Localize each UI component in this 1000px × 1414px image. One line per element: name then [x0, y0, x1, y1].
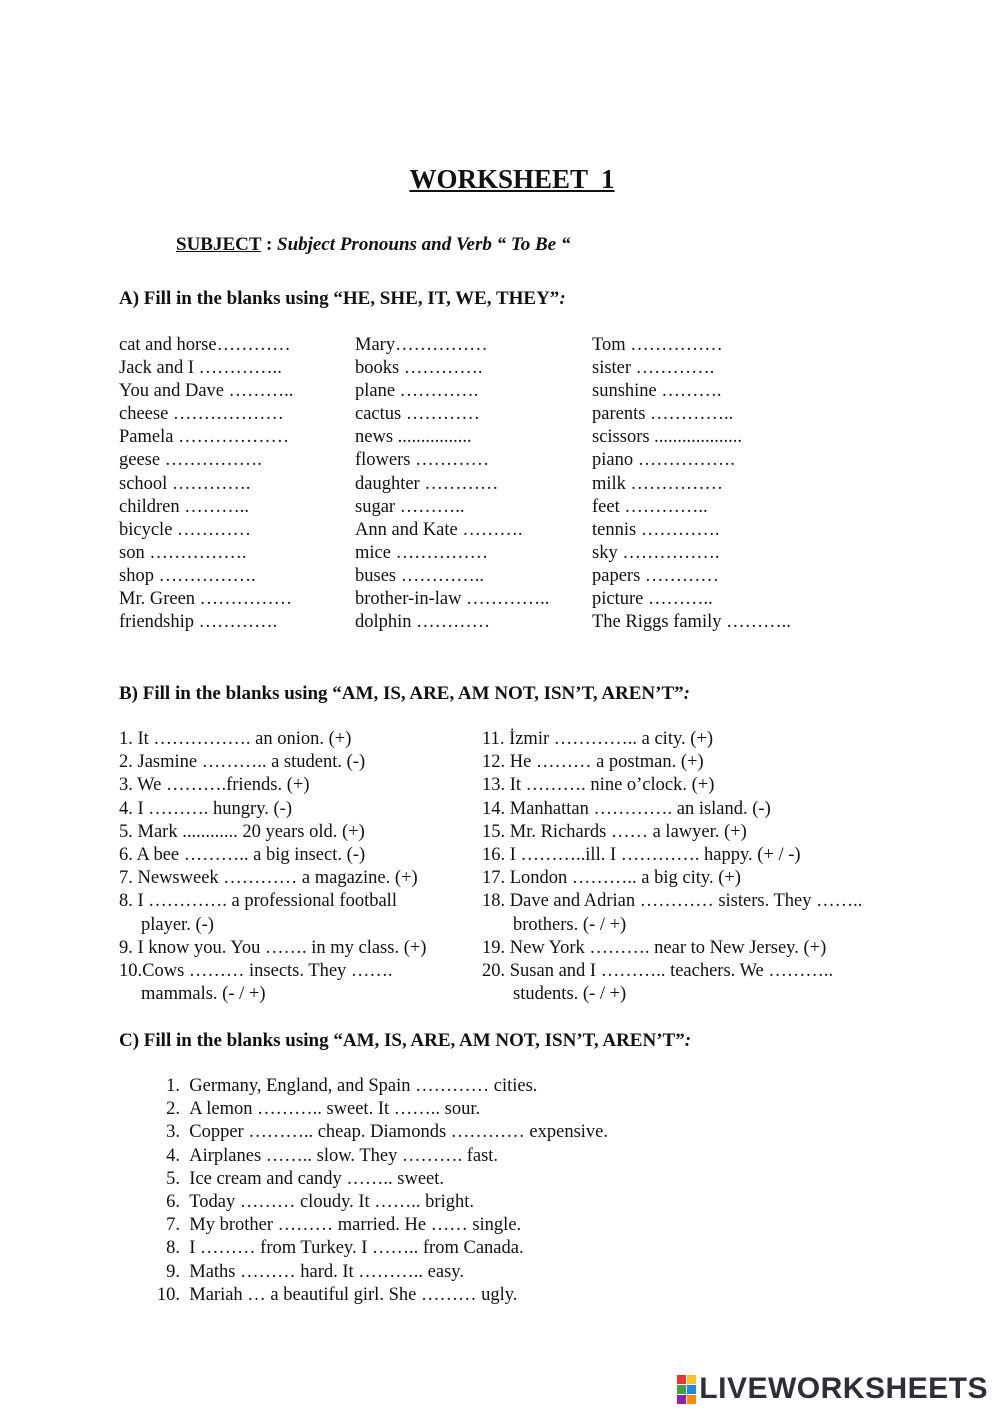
section-b-heading	[119, 683, 690, 705]
list-item: books ………….	[355, 358, 483, 379]
list-item: 11. İzmir ………….. a city. (+)	[482, 729, 714, 749]
list-item: piano …………….	[592, 450, 735, 471]
liveworksheets-logo	[677, 1372, 988, 1406]
list-item	[148, 1191, 608, 1214]
logo-block	[687, 1395, 696, 1404]
list-item-continuation: player. (-)	[141, 914, 214, 935]
section-c-heading-text: C) Fill in the blanks using “AM, IS, ARE, AM NOT, ISN’T, AREN’T”	[119, 1030, 685, 1051]
list-item	[148, 1261, 608, 1284]
list-item: 4. I ………. hungry. (-)	[119, 798, 292, 819]
section-b-heading-text: B) Fill in the blanks using “AM, IS, ARE, AM NOT, ISN’T, AREN’T”	[119, 683, 684, 704]
logo-block	[677, 1385, 686, 1394]
worksheet-title: WORKSHEET 1	[409, 164, 615, 194]
item-text: Today ……… cloudy. It …….. bright.	[189, 1191, 474, 1212]
list-item	[148, 1284, 608, 1307]
section-a-heading-text: A) Fill in the blanks using “HE, SHE, IT, WE, THEY”	[119, 288, 560, 309]
list-item: picture ………..	[592, 589, 713, 610]
list-item: news ................	[355, 427, 472, 448]
logo-blocks-icon	[677, 1375, 696, 1404]
list-item: 6. A bee ……….. a big insect. (-)	[119, 844, 366, 865]
item-text: My brother ……… married. He …… single.	[189, 1215, 522, 1236]
item-number: 10.	[156, 1284, 180, 1305]
list-item: Jack and I …………..	[119, 358, 282, 379]
item-number: 9.	[166, 1261, 180, 1282]
list-item: 2. Jasmine ……….. a student. (-)	[119, 752, 366, 773]
subject-colon: :	[261, 234, 278, 255]
list-item: bicycle …………	[119, 519, 252, 540]
list-item-continuation: mammals. (- / +)	[141, 984, 266, 1005]
item-number: 4.	[166, 1145, 180, 1166]
item-text: A lemon ……….. sweet. It …….. sour.	[189, 1099, 481, 1120]
list-item	[148, 1168, 608, 1191]
list-item: school ………….	[119, 473, 251, 494]
section-c-heading	[119, 1030, 691, 1052]
list-item: cat and horse…………	[119, 335, 291, 355]
list-item-continuation: brothers. (- / +)	[513, 914, 627, 935]
list-item: papers …………	[592, 565, 719, 586]
section-b-right-column	[482, 728, 862, 1006]
list-item: plane ………….	[355, 381, 479, 402]
list-item	[148, 1098, 608, 1121]
list-item	[148, 1145, 608, 1168]
list-item: 20. Susan and I ……….. teachers. We ………..	[482, 960, 834, 981]
subject-line	[176, 234, 570, 256]
list-item: 12. He ……… a postman. (+)	[482, 752, 704, 773]
list-item	[148, 1237, 608, 1260]
logo-block	[677, 1395, 686, 1404]
list-item: friendship ………….	[119, 612, 278, 633]
list-item: Mary……………	[355, 335, 488, 355]
list-item	[148, 1214, 608, 1237]
list-item	[148, 1121, 608, 1144]
item-text: Copper ……….. cheap. Diamonds ………… expensive.	[189, 1122, 608, 1143]
subject-label: SUBJECT	[176, 234, 262, 255]
list-item: parents …………..	[592, 404, 734, 425]
list-item-continuation: students. (- / +)	[513, 984, 627, 1005]
list-item: 3. We ……….friends. (+)	[119, 775, 310, 796]
item-text: Germany, England, and Spain ………… cities.	[189, 1076, 538, 1096]
list-item: sugar ………..	[355, 496, 465, 517]
item-number: 6.	[166, 1191, 180, 1212]
section-a-column-3	[592, 334, 791, 634]
item-number: 1.	[166, 1076, 180, 1096]
list-item: brother-in-law …………..	[355, 589, 550, 610]
list-item: Mr. Green ……………	[119, 589, 293, 610]
list-item: 17. London ……….. a big city. (+)	[482, 868, 741, 889]
list-item: daughter …………	[355, 473, 499, 494]
item-text: I ……… from Turkey. I …….. from Canada.	[189, 1238, 524, 1259]
list-item: tennis ………….	[592, 519, 720, 540]
item-number: 3.	[166, 1122, 180, 1143]
section-a-heading	[119, 288, 566, 310]
list-item: 1. It ……………. an onion. (+)	[119, 729, 352, 749]
list-item: Ann and Kate ……….	[355, 519, 523, 540]
list-item: scissors ...................	[592, 427, 743, 448]
list-item: Tom ……………	[592, 335, 723, 355]
list-item: 14. Manhattan …………. an island. (-)	[482, 798, 771, 819]
list-item: mice ……………	[355, 542, 489, 563]
list-item: son …………….	[119, 542, 247, 563]
list-item: 7. Newsweek ………… a magazine. (+)	[119, 868, 418, 889]
list-item: 16. I ………..ill. I …………. happy. (+ / -)	[482, 844, 801, 865]
list-item: 18. Dave and Adrian ………… sisters. They ……..	[482, 891, 863, 912]
item-number: 5.	[166, 1168, 180, 1189]
logo-block	[677, 1375, 686, 1384]
list-item	[148, 1075, 608, 1098]
section-c-heading-suffix: :	[684, 1030, 692, 1051]
list-item: 10.Cows ……… insects. They …….	[119, 960, 393, 981]
section-b-heading-suffix: :	[683, 683, 690, 704]
section-b-left-column	[119, 728, 426, 1006]
list-item: geese …………….	[119, 450, 262, 471]
item-number: 2.	[166, 1099, 180, 1120]
section-a-heading-suffix: :	[559, 288, 566, 309]
list-item: The Riggs family ………..	[592, 612, 791, 633]
list-item: dolphin …………	[355, 612, 491, 633]
item-text: Ice cream and candy …….. sweet.	[189, 1168, 445, 1189]
list-item: Pamela ………………	[119, 427, 290, 448]
list-item: cheese ………………	[119, 404, 284, 425]
section-c-list	[148, 1075, 608, 1307]
list-item: 13. It ………. nine o’clock. (+)	[482, 775, 715, 796]
list-item: sky …………….	[592, 542, 720, 563]
list-item: You and Dave ………..	[119, 381, 294, 402]
brand-text: LIVEWORKSHEETS	[699, 1372, 988, 1405]
list-item: flowers …………	[355, 450, 490, 471]
item-text: Airplanes …….. slow. They ………. fast.	[189, 1145, 499, 1166]
item-text: Maths ……… hard. It ……….. easy.	[189, 1261, 464, 1282]
section-a-column-1	[119, 334, 293, 634]
list-item: cactus …………	[355, 404, 480, 425]
list-item: 8. I …………. a professional football	[119, 891, 397, 912]
list-item: 19. New York ………. near to New Jersey. (+)	[482, 937, 827, 958]
list-item: sister ………….	[592, 358, 715, 379]
list-item: feet …………..	[592, 496, 708, 517]
item-number: 7.	[166, 1215, 180, 1236]
subject-value: Subject Pronouns and Verb “ To Be “	[277, 234, 571, 255]
item-number: 8.	[166, 1238, 180, 1259]
list-item: 5. Mark ............ 20 years old. (+)	[119, 821, 365, 842]
section-a-column-2	[355, 334, 549, 634]
logo-block	[687, 1375, 696, 1384]
list-item: children ………..	[119, 496, 249, 517]
list-item: shop …………….	[119, 565, 256, 586]
item-text: Mariah … a beautiful girl. She ……… ugly.	[189, 1284, 518, 1305]
list-item: milk ……………	[592, 473, 724, 494]
list-item: buses …………..	[355, 565, 484, 586]
list-item: sunshine ……….	[592, 381, 722, 402]
list-item: 15. Mr. Richards …… a lawyer. (+)	[482, 821, 747, 842]
list-item: 9. I know you. You ……. in my class. (+)	[119, 937, 427, 958]
logo-block	[687, 1385, 696, 1394]
